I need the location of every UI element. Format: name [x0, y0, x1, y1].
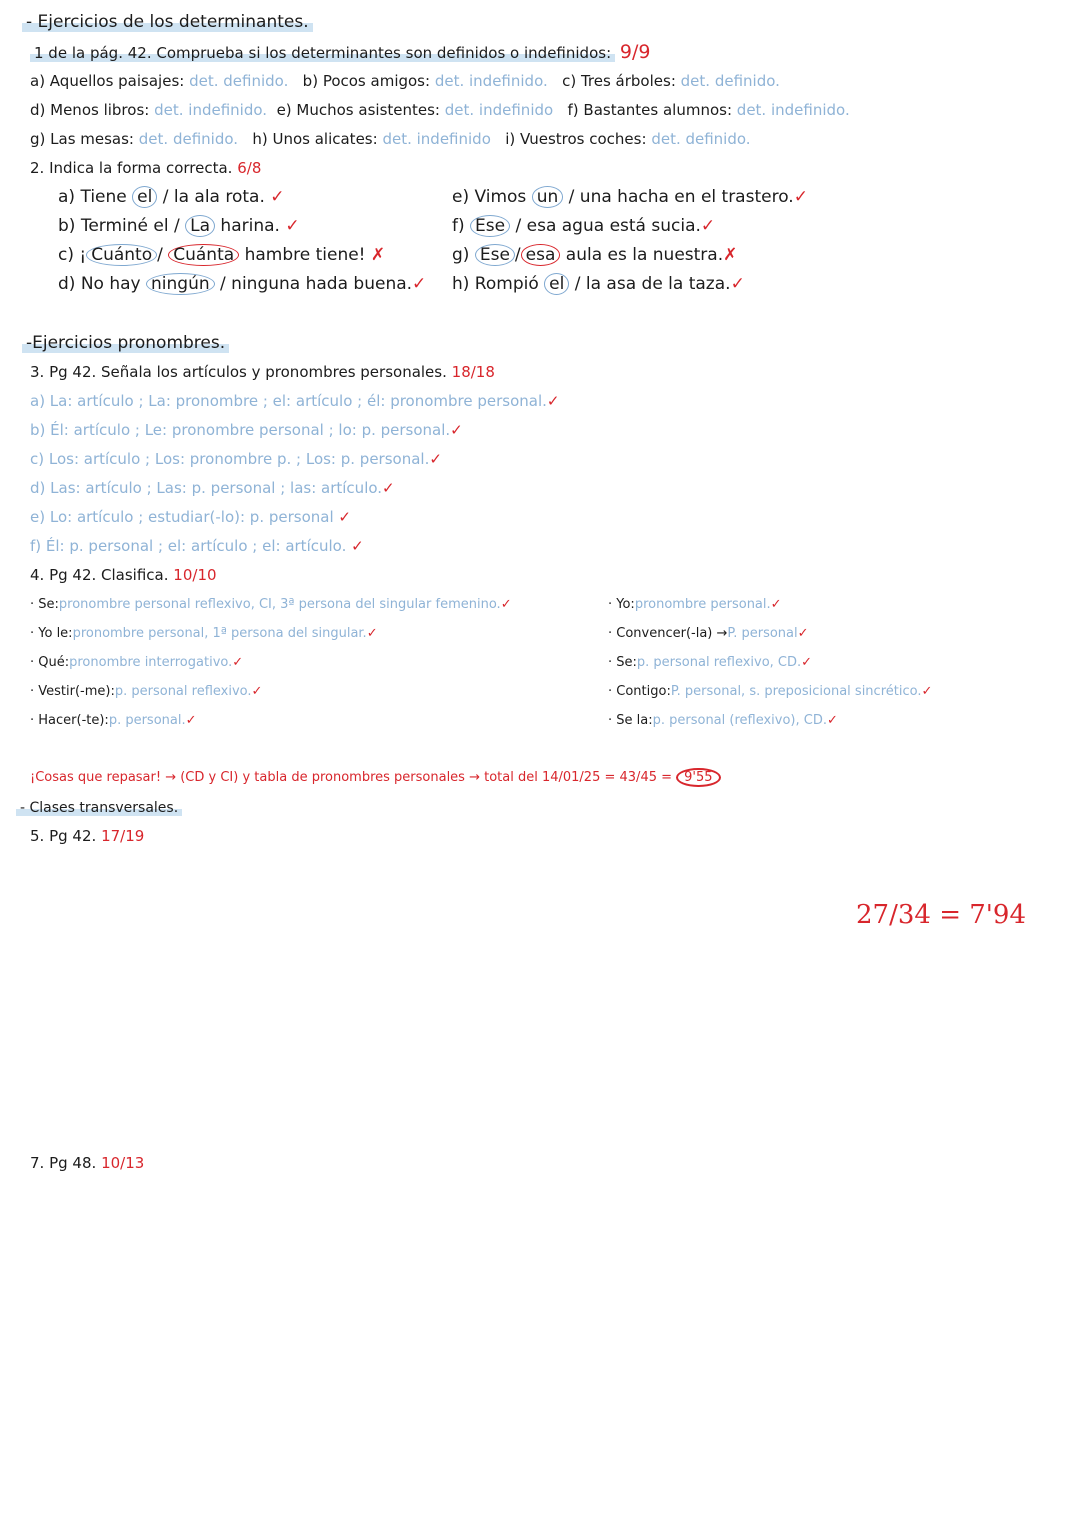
ex4-left-item: · Vestir(-me):p. personal reflexivo.✓ — [30, 684, 263, 699]
exercise-2-title: 2. Indica la forma correcta. 6/8 — [30, 159, 262, 177]
ex4-left-item: · Se:pronombre personal reflexivo, CI, 3ª persona del singular femenino.✓ — [30, 597, 512, 612]
ex2-item-d: d) No hay ningún / ninguna hada buena.✓ — [58, 274, 427, 294]
exercise-4-score: 10/10 — [173, 566, 217, 584]
ex1-row-1: a) Aquellos paisajes: det. definido. b) Pocos amigos: det. indefinido. c) Tres árboles: det. definido. — [30, 72, 780, 90]
ex2-item-e: e) Vimos un / una hacha en el trastero.✓ — [452, 187, 808, 207]
ex3-item: f) Él: p. personal ; el: artículo ; el: artículo. ✓ — [30, 537, 364, 555]
total-score: 43/45 = — [619, 770, 673, 785]
exercise-7-title: 7. Pg 48. 10/13 — [30, 1154, 145, 1172]
ex2-item-f: f) Ese / esa agua está sucia.✓ — [452, 216, 716, 236]
exercise-3-score: 18/18 — [451, 363, 495, 381]
section-heading-clases: - Clases transversales. — [16, 798, 182, 818]
ex2-item-b: b) Terminé el / La harina. ✓ — [58, 216, 300, 236]
ex2-item-g: g) Ese / esa aula es la nuestra.✗ — [452, 245, 738, 265]
exercise-1-score: 9/9 — [619, 41, 651, 63]
ex3-item: b) Él: artículo ; Le: pronombre personal ; lo: p. personal.✓ — [30, 421, 463, 439]
exercise-7-score: 10/13 — [101, 1154, 145, 1172]
ex4-right-item: · Convencer(-la) →P. personal✓ — [608, 626, 809, 641]
ex3-item: d) Las: artículo ; Las: p. personal ; las: artículo.✓ — [30, 479, 395, 497]
exercise-4-title: 4. Pg 42. Clasifica. 10/10 — [30, 566, 217, 584]
ex3-item: e) Lo: artículo ; estudiar(-lo): p. personal ✓ — [30, 508, 351, 526]
ex3-item: a) La: artículo ; La: pronombre ; el: artículo ; él: pronombre personal.✓ — [30, 392, 560, 410]
exercise-5-title: 5. Pg 42. 17/19 — [30, 827, 145, 845]
side-score: 27/34 = 7'94 — [856, 900, 1027, 930]
check-icon: ✓ — [285, 216, 300, 236]
section-heading-pronombres: -Ejercicios pronombres. — [22, 333, 229, 353]
exercise-5-score: 17/19 — [101, 827, 145, 845]
ex2-item-c: c) ¡ Cuánto / Cuánta hambre tiene! ✗ — [58, 245, 386, 265]
ex4-left-item: · Yo le:pronombre personal, 1ª persona del singular.✓ — [30, 626, 378, 641]
ex3-item: c) Los: artículo ; Los: pronombre p. ; Los: p. personal.✓ — [30, 450, 442, 468]
ex4-right-item: · Se:p. personal reflexivo, CD.✓ — [608, 655, 813, 670]
cross-icon: ✗ — [723, 245, 738, 265]
check-icon: ✓ — [700, 216, 716, 236]
ex1-row-3: g) Las mesas: det. definido. h) Unos alicates: det. indefinido i) Vuestros coches: det. definido. — [30, 130, 751, 148]
exercise-1-title: 1 de la pág. 42. Comprueba si los determinantes son definidos o indefinidos: 9/9 — [30, 42, 650, 63]
ex4-right-item: · Contigo:P. personal, s. preposicional sincrético.✓ — [608, 684, 933, 699]
check-icon: ✓ — [793, 187, 808, 207]
final-grade: 9'55 — [676, 768, 720, 787]
ex4-right-item: · Yo:pronombre personal.✓ — [608, 597, 782, 612]
review-note: ¡Cosas que repasar! → (CD y CI) y tabla de pronombres personales → total del 14/01/25 = 43/45 = 9'55 — [30, 768, 721, 788]
ex1-row-2: d) Menos libros: det. indefinido. e) Muchos asistentes: det. indefinido f) Bastantes alumnos: det. indefinido. — [30, 101, 850, 119]
ex4-left-item: · Qué:pronombre interrogativo.✓ — [30, 655, 244, 670]
exercise-2-score: 6/8 — [237, 159, 262, 177]
ex2-item-a: a) Tiene el / la ala rota. ✓ — [58, 187, 285, 207]
ex4-left-item: · Hacer(-te):p. personal.✓ — [30, 713, 197, 728]
check-icon: ✓ — [270, 187, 285, 207]
exercise-3-title: 3. Pg 42. Señala los artículos y pronombres personales. 18/18 — [30, 363, 495, 381]
ex4-right-item: · Se la:p. personal (reflexivo), CD.✓ — [608, 713, 838, 728]
ex2-item-h: h) Rompió el / la asa de la taza.✓ — [452, 274, 745, 294]
cross-icon: ✗ — [370, 245, 386, 265]
check-icon: ✓ — [412, 274, 427, 294]
section-heading-determinantes: - Ejercicios de los determinantes. — [22, 12, 313, 32]
check-icon: ✓ — [730, 274, 745, 294]
